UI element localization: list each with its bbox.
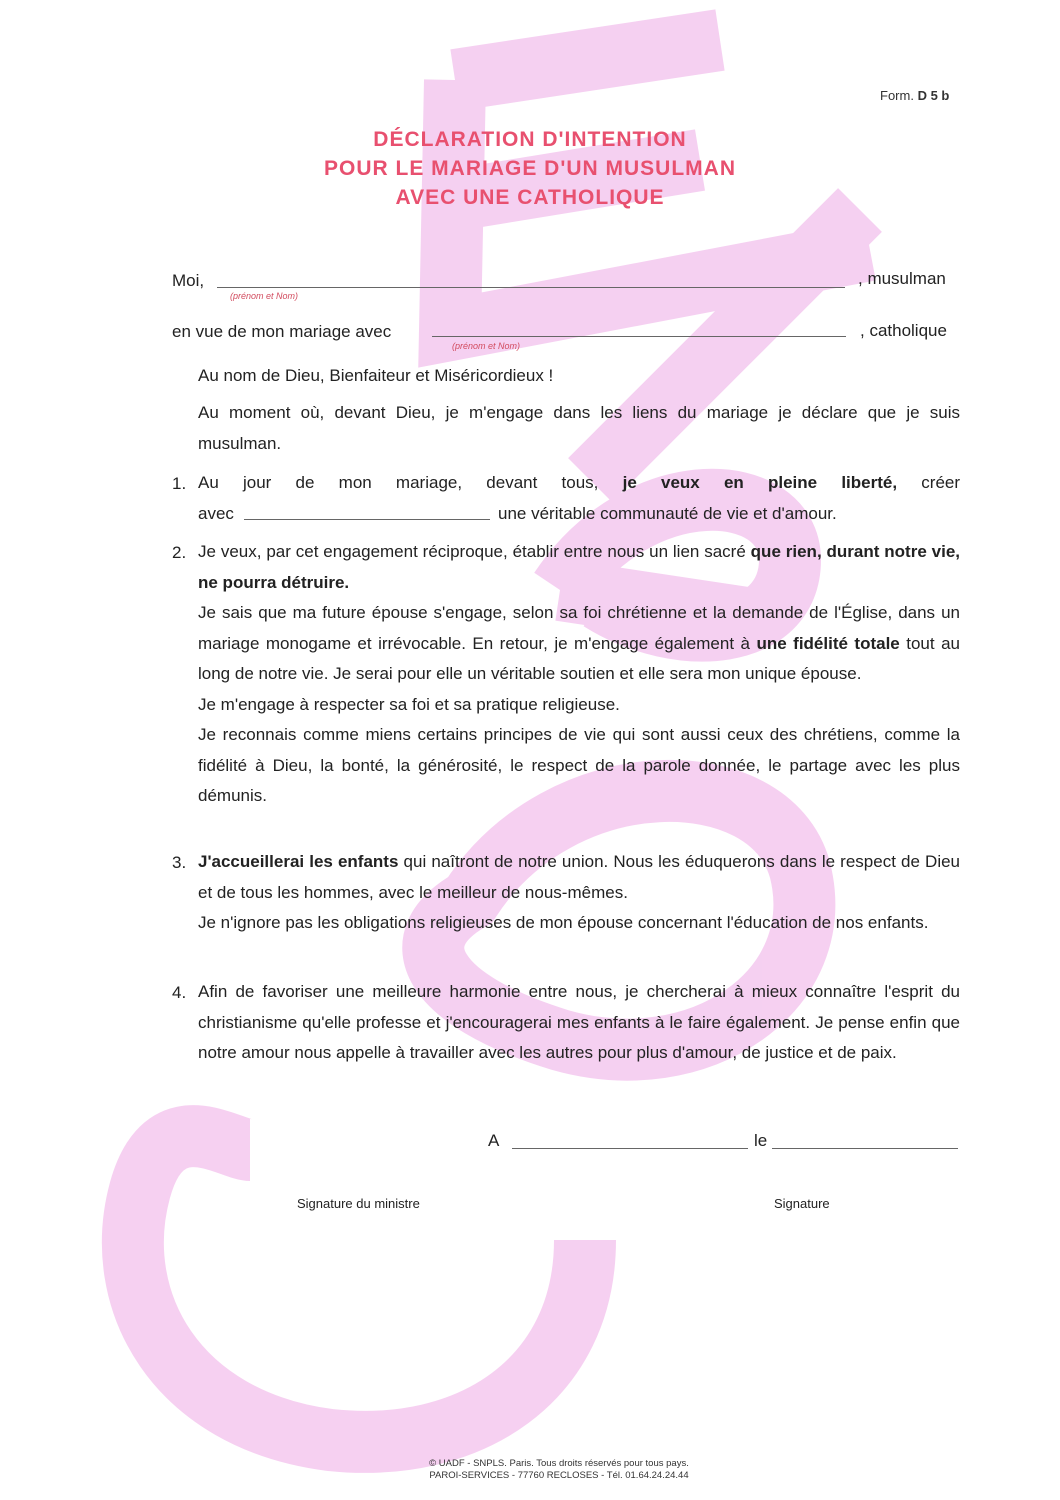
intro-text: Au moment où, devant Dieu, je m'engage dans les liens du mariage je déclare que je suis musulman.: [198, 403, 960, 453]
title-line-1: DÉCLARATION D'INTENTION: [373, 128, 687, 151]
footer-address: PAROI-SERVICES - 77760 RECLOSES - Tél. 01.64.24.24.44: [429, 1470, 689, 1481]
date-label: le: [754, 1131, 768, 1150]
item-2-number: 2.: [172, 543, 187, 562]
form-code: Form. D 5 b: [880, 88, 950, 103]
spouse-field-hint: (prénom et Nom): [452, 341, 521, 351]
title-line-3: AVEC UNE CATHOLIQUE: [395, 186, 665, 209]
mariage-suffix: , catholique: [860, 321, 947, 340]
date-field[interactable]: [772, 1148, 958, 1149]
minister-signature-label: Signature du ministre: [297, 1196, 420, 1211]
item-3-number: 3.: [172, 853, 187, 872]
title-line-2: POUR LE MARIAGE D'UN MUSULMAN: [324, 157, 736, 180]
item-1-name-field[interactable]: [244, 519, 490, 520]
mariage-label: en vue de mon mariage avec: [172, 322, 392, 341]
moi-field-hint: (prénom et Nom): [230, 291, 299, 301]
item-4-text: Afin de favoriser une meilleure harmonie entre nous, je chercherai à mieux connaître l'esprit du christianisme qu'elle professe et j'encouragerai mes enfants à le faire également. Je pense enfin que notre amour nous appelle à travailler avec les autres pour plus d'amour, de justice et de paix.: [198, 982, 960, 1062]
signature-label: Signature: [774, 1196, 830, 1211]
item-1-end: une véritable communauté de vie et d'amour.: [498, 504, 837, 523]
item-2-text: Je veux, par cet engagement réciproque, établir entre nous un lien sacré que rien, durant notre vie, ne pourra détruire. Je sais que ma future épouse s'engage, selon sa foi chrétienne et la demande de l'Église, dans un mariage monogame et irrévocable. En retour, je m'engage également à une fidélité totale tout au long de notre vie. Je serai pour elle un véritable soutien et elle sera mon unique épouse. Je m'engage à respecter sa foi et sa pratique religieuse. Je reconnais comme miens certains principes de vie qui sont aussi ceux des chrétiens, comme la fidélité à Dieu, la bonté, la générosité, le respect de la parole donnée, le partage avec les plus démunis.: [198, 542, 960, 805]
moi-label: Moi,: [172, 271, 205, 290]
item-1-line-1: Au jour de mon mariage, devant tous, je veux en pleine liberté, créer: [198, 473, 961, 492]
invocation-text: Au nom de Dieu, Bienfaiteur et Miséricordieux !: [198, 366, 554, 385]
moi-name-field[interactable]: [217, 287, 845, 288]
moi-suffix: , musulman: [858, 269, 946, 288]
item-3-text: J'accueillerai les enfants qui naîtront de notre union. Nous les éduquerons dans le respect de Dieu et de tous les hommes, avec le meilleur de nous-mêmes. Je n'ignore pas les obligations religieuses de mon épouse concernant l'éducation de nos enfants.: [198, 852, 961, 932]
item-4-number: 4.: [172, 983, 187, 1002]
item-1-number: 1.: [172, 474, 187, 493]
place-field[interactable]: [512, 1148, 748, 1149]
item-1-avec: avec: [198, 504, 234, 523]
footer-copyright: © UADF - SNPLS. Paris. Tous droits réservés pour tous pays.: [429, 1458, 689, 1469]
place-label: A: [488, 1131, 500, 1150]
spouse-name-field[interactable]: [432, 336, 846, 337]
